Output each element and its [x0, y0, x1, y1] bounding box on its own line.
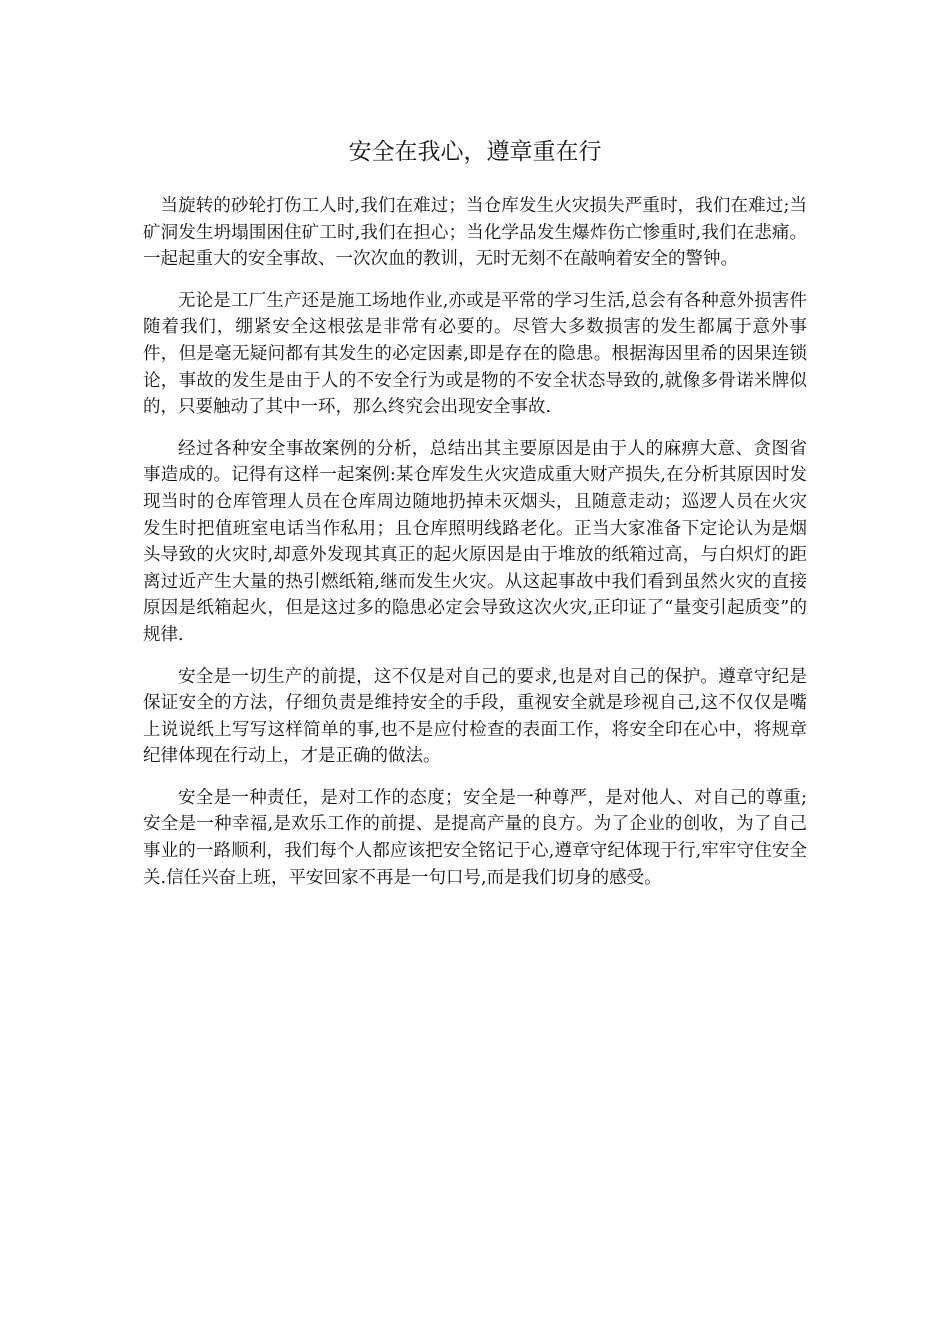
paragraph-2: 无论是工厂生产还是施工场地作业,亦或是平常的学习生活,总会有各种意外损害件随着我们，绷紧安全这根弦是非常有必要的。尽管大多数损害的发生都属于意外事件，但是毫无疑问都有其发生的必定因素,即是存在的隐患。根据海因里希的因果连锁论，事故的发生是由于人的不安全行为或是物的不安全状态导致的,就像多骨诺米牌似的，只要触动了其中一环，那么终究会出现安全事故. — [143, 290, 807, 418]
paragraph-4: 安全是一切生产的前提，这不仅是对自己的要求,也是对自己的保护。遵章守纪是保证安全的方法，仔细负责是维持安全的手段，重视安全就是珍视自己,这不仅仅是嘴上说说纸上写写这样简单的事,也不是应付检查的表面工作，将安全印在心中，将规章纪律体现在行动上，才是正确的做法。 — [143, 666, 807, 767]
document-body — [143, 193, 807, 906]
paragraph-1: 当旋转的砂轮打伤工人时,我们在难过；当仓库发生火灾损失严重时，我们在难过;当矿洞发生坍塌围困住矿工时,我们在担心；当化学品发生爆炸伤亡惨重时,我们在悲痛。一起起重大的安全事故、一次次血的教训，无时无刻不在敲响着安全的警钟。 — [143, 196, 807, 270]
document-title: 安全在我心，遵章重在行 — [348, 139, 602, 165]
paragraph-5: 安全是一种责任，是对工作的态度；安全是一种尊严，是对他人、对自己的尊重;安全是一种幸福,是欢乐工作的前提、是提高产量的良方。为了企业的创收，为了自己事业的一路顺利，我们每个人都应该把安全铭记于心,遵章守纪体现于行,牢牢守住安全关.信任兴奋上班，平安回家不再是一句口号,而是我们切身的感受。 — [143, 787, 807, 888]
paragraph-3: 经过各种安全事故案例的分析，总结出其主要原因是由于人的麻痹大意、贪图省事造成的。记得有这样一起案例:某仓库发生火灾造成重大财产损失,在分析其原因时发现当时的仓库管理人员在仓库周边随地扔掉未灭烟头，且随意走动；巡逻人员在火灾发生时把值班室电话当作私用；且仓库照明线路老化。正当大家准备下定论认为是烟头导致的火灾时,却意外发现其真正的起火原因是由于堆放的纸箱过高，与白炽灯的距离过近产生大量的热引燃纸箱,继而发生火灾。从这起事故中我们看到虽然火灾的直接原因是纸箱起火，但是这过多的隐患必定会导致这次火灾,正印证了“量变引起质变”的规律. — [143, 438, 807, 645]
